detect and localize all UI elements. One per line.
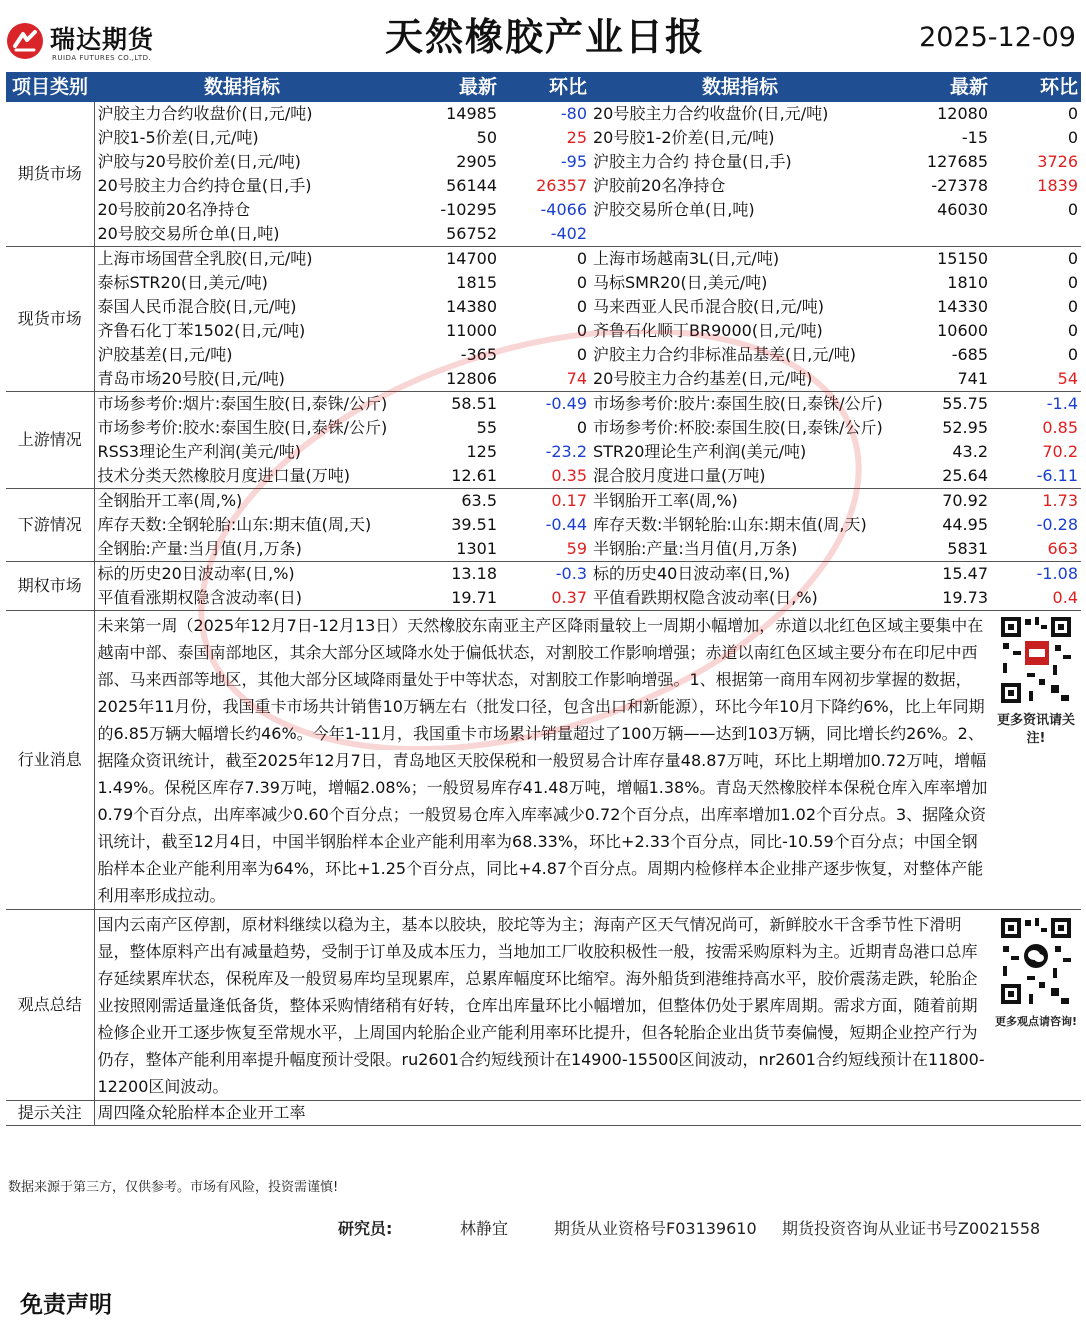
change-value-left: 0 bbox=[576, 297, 587, 316]
table-row bbox=[6, 271, 1081, 295]
change-value-right: 0 bbox=[1067, 104, 1078, 123]
latest-value-right: 5831 bbox=[890, 537, 991, 562]
qr-code-icon bbox=[999, 916, 1073, 1006]
data-table bbox=[6, 72, 1081, 1126]
indicator-name-left: 全钢胎开工率(周,%) bbox=[97, 491, 243, 510]
latest-value-left: 14700 bbox=[446, 249, 497, 268]
indicator-name-left: 全钢胎:产量:当月值(月,万条) bbox=[94, 537, 390, 562]
indicator-name-right: 沪胶交易所仓单(日,吨) bbox=[593, 200, 755, 219]
summary-section bbox=[6, 910, 1081, 1101]
latest-value-left: 39.51 bbox=[451, 515, 497, 534]
indicator-name-right: 市场参考价:杯胶:泰国生胶(日,泰铢/公斤) bbox=[593, 418, 883, 437]
change-value-right: 0 bbox=[1067, 321, 1078, 340]
table-row bbox=[6, 416, 1081, 440]
latest-value-left: -10295 bbox=[440, 200, 497, 219]
change-value-left: 0 bbox=[576, 273, 587, 292]
table-row bbox=[6, 247, 1081, 272]
qr-caption: 更多观点请咨询! bbox=[994, 1015, 1078, 1028]
license-consulting: 期货投资咨询从业证书号Z0021558 bbox=[782, 1219, 1041, 1238]
latest-value-right: 14330 bbox=[937, 297, 988, 316]
indicator-name-right: STR20理论生产利润(美元/吨) bbox=[593, 442, 807, 461]
researcher-label: 研究员: bbox=[338, 1219, 393, 1238]
col-indicator-left: 数据指标 bbox=[94, 72, 390, 102]
latest-value-left: 63.5 bbox=[461, 491, 497, 510]
category-label: 下游情况 bbox=[6, 489, 94, 562]
table-row bbox=[6, 464, 1081, 489]
summary-qr bbox=[991, 910, 1081, 1101]
change-value-right: 0 bbox=[1067, 273, 1078, 292]
change-value-right: -0.28 bbox=[1036, 515, 1078, 534]
change-value-left: -23.2 bbox=[545, 442, 587, 461]
latest-value-right: 741 bbox=[890, 367, 991, 392]
license-futures: 期货从业资格号F03139610 bbox=[554, 1219, 757, 1238]
table-row bbox=[6, 102, 1081, 126]
change-value-left: 0 bbox=[576, 418, 587, 437]
indicator-name-left: 上海市场国营全乳胶(日,元/吨) bbox=[97, 249, 313, 268]
latest-value-left: 12.61 bbox=[390, 464, 500, 489]
hint-text: 周四隆众轮胎样本企业开工率 bbox=[94, 1101, 1081, 1126]
change-value-left: 0.35 bbox=[500, 464, 590, 489]
indicator-name-right: 马来西亚人民币混合胶(日,元/吨) bbox=[593, 297, 824, 316]
table-row bbox=[6, 537, 1081, 562]
category-label: 期权市场 bbox=[6, 562, 94, 611]
change-value-left: 25 bbox=[566, 128, 587, 147]
indicator-name-left: 20号胶主力合约持仓量(日,手) bbox=[97, 176, 312, 195]
latest-value-left: 14985 bbox=[446, 104, 497, 123]
latest-value-right: 15150 bbox=[937, 249, 988, 268]
indicator-name-left: 标的历史20日波动率(日,%) bbox=[97, 564, 295, 583]
latest-value-right bbox=[890, 222, 991, 247]
latest-value-left: -365 bbox=[460, 345, 497, 364]
logo-text-cn: 瑞达期货 bbox=[50, 25, 155, 54]
indicator-name-right: 沪胶主力合约 持仓量(日,手) bbox=[593, 152, 792, 171]
table-row bbox=[6, 513, 1081, 537]
latest-value-right: 127685 bbox=[926, 152, 988, 171]
change-value-left: -0.3 bbox=[555, 564, 587, 583]
category-label: 上游情况 bbox=[6, 392, 94, 489]
indicator-name-left: 齐鲁石化丁苯1502(日,元/吨) bbox=[97, 321, 306, 340]
change-value-left: 0.17 bbox=[551, 491, 587, 510]
change-value-right: 1.73 bbox=[1042, 491, 1078, 510]
latest-value-left: 56752 bbox=[390, 222, 500, 247]
hint-section bbox=[6, 1101, 1081, 1126]
category-label: 观点总结 bbox=[6, 910, 94, 1101]
table-row bbox=[6, 126, 1081, 150]
change-value-right: 0 bbox=[1067, 249, 1078, 268]
indicator-name-left: 沪胶基差(日,元/吨) bbox=[97, 345, 233, 364]
category-label: 行业消息 bbox=[6, 611, 94, 910]
latest-value-right: 1810 bbox=[947, 273, 988, 292]
data-source-note: 数据来源于第三方，仅供参考。市场有风险，投资需谨慎! bbox=[8, 1180, 339, 1195]
indicator-name-right: 标的历史40日波动率(日,%) bbox=[593, 564, 791, 583]
change-value-left: -95 bbox=[560, 152, 587, 171]
summary-text: 国内云南产区停割，原材料继续以稳为主，基本以胶块，胶坨等为主；海南产区天气情况尚可，新鲜胶水干含季节性下滑明显，整体原料产出有减量趋势，受制于订单及成本压力，当地加工厂收胶积极性一般，按需采购原料为主。近期青岛港口总库存延续累库状态，保税库及一般贸易库均呈现累库，总累库幅度环比缩窄。海外船货到港维持高水平，胶价震荡走跌，轮胎企业按照刚需适量逢低备货，整体采购情绪稍有好转，仓库出库量环比小幅增加，但整体仍处于累库周期。需求方面，随着前期检修企业开工逐步恢复至常规水平，上周国内轮胎企业产能利用率环比提升，但各轮胎企业出货节奏偏慢，短期企业控产行为仍存，整体产能利用率提升幅度预计受限。ru2601合约短线预计在14900-15500区间波动，nr2601合约短线预计在11800-12200区间波动。 bbox=[94, 910, 991, 1101]
latest-value-right: 44.95 bbox=[942, 515, 988, 534]
indicator-name-left: 平值看涨期权隐含波动率(日) bbox=[94, 586, 390, 611]
col-change-left: 环比 bbox=[500, 72, 590, 102]
latest-value-right: 10600 bbox=[937, 321, 988, 340]
indicator-name-right: 平值看跌期权隐含波动率(日,%) bbox=[590, 586, 890, 611]
latest-value-left: 1815 bbox=[456, 273, 497, 292]
change-value-left: 0.37 bbox=[500, 586, 590, 611]
change-value-right: 3726 bbox=[1037, 152, 1078, 171]
change-value-left: 26357 bbox=[536, 176, 587, 195]
change-value-right: -6.11 bbox=[991, 464, 1081, 489]
indicator-name-left: 市场参考价:烟片:泰国生胶(日,泰铢/公斤) bbox=[97, 394, 388, 413]
latest-value-right: -685 bbox=[951, 345, 988, 364]
change-value-right: 0.4 bbox=[991, 586, 1081, 611]
indicator-name-right: 上海市场越南3L(日,元/吨) bbox=[593, 249, 780, 268]
table-row bbox=[6, 392, 1081, 417]
table-row bbox=[6, 319, 1081, 343]
col-latest-right: 最新 bbox=[890, 72, 991, 102]
change-value-right: 54 bbox=[991, 367, 1081, 392]
change-value-left: -0.44 bbox=[545, 515, 587, 534]
latest-value-left: 13.18 bbox=[451, 564, 497, 583]
indicator-name-right: 20号胶1-2价差(日,元/吨) bbox=[593, 128, 775, 147]
news-row bbox=[6, 611, 1081, 910]
table-row bbox=[6, 198, 1081, 222]
latest-value-left: 50 bbox=[476, 128, 497, 147]
indicator-name-left: 库存天数:全钢轮胎:山东:期末值(周,天) bbox=[97, 515, 372, 534]
indicator-name-left: 沪胶1-5价差(日,元/吨) bbox=[97, 128, 259, 147]
indicator-name-right: 市场参考价:胶片:泰国生胶(日,泰铢/公斤) bbox=[593, 394, 883, 413]
indicator-name-left: 沪胶主力合约收盘价(日,元/吨) bbox=[97, 104, 313, 123]
futures-section bbox=[6, 102, 1081, 247]
indicator-name-right: 库存天数:半钢轮胎:山东:期末值(周,天) bbox=[593, 515, 867, 534]
latest-value-left: 2905 bbox=[456, 152, 497, 171]
latest-value-left: 19.71 bbox=[390, 586, 500, 611]
table-row bbox=[6, 440, 1081, 464]
category-label: 提示关注 bbox=[6, 1101, 94, 1126]
change-value-left: 0 bbox=[576, 321, 587, 340]
latest-value-left: 1301 bbox=[390, 537, 500, 562]
latest-value-left: 58.51 bbox=[451, 394, 497, 413]
ruida-logo-icon bbox=[6, 22, 44, 60]
report-header bbox=[0, 0, 1086, 70]
latest-value-right: 46030 bbox=[937, 200, 988, 219]
indicator-name-right: 半钢胎:产量:当月值(月,万条) bbox=[590, 537, 890, 562]
latest-value-left: 14380 bbox=[446, 297, 497, 316]
upstream-section bbox=[6, 392, 1081, 489]
change-value-right: 0 bbox=[1067, 297, 1078, 316]
latest-value-right: 52.95 bbox=[942, 418, 988, 437]
table-row bbox=[6, 562, 1081, 587]
summary-row bbox=[6, 910, 1081, 1101]
latest-value-right: 25.64 bbox=[890, 464, 991, 489]
change-value-right bbox=[991, 222, 1081, 247]
change-value-right: 1839 bbox=[1037, 176, 1078, 195]
company-logo bbox=[6, 16, 186, 66]
indicator-name-right bbox=[590, 222, 890, 247]
news-text: 未来第一周（2025年12月7日-12月13日）天然橡胶东南亚主产区降雨量较上一周期小幅增加，赤道以北红色区域主要集中在越南中部、泰国南部地区，其余大部分区域降水处于偏低状态，对割胶工作影响增强；赤道以南红色区域主要分布在印尼中西部、马来西部等地区，其他大部分区域降雨量处于中等状态，对割胶工作影响增强。1、根据第一商用车网初步掌握的数据，2025年11月份，我国重卡市场共计销售10万辆左右（批发口径，包含出口和新能源），环比今年10月下降约6%，比上年同期的6.85万辆大幅增长约46%。今年1-11月，我国重卡市场累计销量超过了100万辆——达到103万辆，同比增长约26%。2、据隆众资讯统计，截至2025年12月7日，青岛地区天胶保税和一般贸易合计库存量48.87万吨，环比上期增加0.72万吨，增幅1.49%。保税区库存7.39万吨，增幅2.08%；一般贸易库存41.48万吨，增幅1.38%。青岛天然橡胶样本保税仓库入库率增加0.79个百分点，出库率减少0.60个百分点；一般贸易仓库入库率减少0.72个百分点，出库率增加1.02个百分点。3、据隆众资讯统计，截至12月4日，中国半钢胎样本企业产能利用率为68.33%，环比+2.33个百分点，同比-10.59个百分点；中国全钢胎样本企业产能利用率为64%，环比+1.25个百分点，同比+4.87个百分点。周期内检修样本企业排产逐步恢复，对整体产能利用率形成拉动。 bbox=[94, 611, 991, 910]
logo-text-en: RUIDA FUTURES CO.,LTD. bbox=[52, 54, 152, 62]
col-category: 项目类别 bbox=[6, 72, 94, 102]
latest-value-right: -15 bbox=[961, 128, 988, 147]
indicator-name-left: 市场参考价:胶水:泰国生胶(日,泰铢/公斤) bbox=[97, 418, 388, 437]
category-label: 期货市场 bbox=[6, 102, 94, 247]
latest-value-left: 55 bbox=[476, 418, 497, 437]
indicator-name-left: 泰国人民币混合胶(日,元/吨) bbox=[97, 297, 297, 316]
indicator-name-left: 20号胶前20名净持仓 bbox=[97, 200, 251, 219]
indicator-name-right: 沪胶前20名净持仓 bbox=[593, 176, 726, 195]
change-value-right: 70.2 bbox=[1042, 442, 1078, 461]
change-value-left: 59 bbox=[500, 537, 590, 562]
col-indicator-right: 数据指标 bbox=[590, 72, 890, 102]
col-latest-left: 最新 bbox=[390, 72, 500, 102]
report-date: 2025-12-09 bbox=[919, 22, 1076, 53]
category-label: 现货市场 bbox=[6, 247, 94, 392]
indicator-name-right: 马标SMR20(日,美元/吨) bbox=[593, 273, 768, 292]
change-value-left: -80 bbox=[560, 104, 587, 123]
options-section bbox=[6, 562, 1081, 611]
researcher-name: 林静宜 bbox=[460, 1219, 509, 1238]
change-value-right: 0 bbox=[1067, 200, 1078, 219]
qr-caption: 更多资讯请关注! bbox=[996, 713, 1075, 746]
table-row bbox=[6, 222, 1081, 247]
indicator-name-right: 半钢胎开工率(周,%) bbox=[593, 491, 738, 510]
change-value-left: -4066 bbox=[540, 200, 587, 219]
table-row bbox=[6, 150, 1081, 174]
change-value-left: 0 bbox=[576, 249, 587, 268]
spot-section bbox=[6, 247, 1081, 392]
indicator-name-right: 沪胶主力合约非标准品基差(日,元/吨) bbox=[593, 345, 856, 364]
change-value-right: 0 bbox=[1067, 128, 1078, 147]
col-change-right: 环比 bbox=[991, 72, 1081, 102]
report-title: 天然橡胶产业日报 bbox=[384, 15, 705, 59]
indicator-name-right: 20号胶主力合约收盘价(日,元/吨) bbox=[593, 104, 829, 123]
latest-value-right: 15.47 bbox=[942, 564, 988, 583]
indicator-name-left: 沪胶与20号胶价差(日,元/吨) bbox=[97, 152, 301, 171]
downstream-section bbox=[6, 489, 1081, 562]
indicator-name-left: 技术分类天然橡胶月度进口量(万吨) bbox=[94, 464, 390, 489]
change-value-right: -1.08 bbox=[1036, 564, 1078, 583]
change-value-right: 0.85 bbox=[1042, 418, 1078, 437]
change-value-left: 0 bbox=[576, 345, 587, 364]
hint-row bbox=[6, 1101, 1081, 1126]
indicator-name-left: 泰标STR20(日,美元/吨) bbox=[97, 273, 268, 292]
latest-value-right: 19.73 bbox=[890, 586, 991, 611]
change-value-right: -1.4 bbox=[1046, 394, 1078, 413]
indicator-name-left: 青岛市场20号胶(日,元/吨) bbox=[94, 367, 390, 392]
table-row bbox=[6, 367, 1081, 392]
news-section bbox=[6, 611, 1081, 910]
change-value-left: 74 bbox=[500, 367, 590, 392]
change-value-right: 0 bbox=[1067, 345, 1078, 364]
latest-value-left: 12806 bbox=[390, 367, 500, 392]
table-row bbox=[6, 343, 1081, 367]
change-value-left: -402 bbox=[500, 222, 590, 247]
latest-value-right: 12080 bbox=[937, 104, 988, 123]
news-qr bbox=[991, 611, 1081, 910]
change-value-left: -0.49 bbox=[545, 394, 587, 413]
latest-value-right: 70.92 bbox=[942, 491, 988, 510]
table-row bbox=[6, 586, 1081, 611]
qr-code-icon bbox=[999, 615, 1073, 705]
latest-value-right: 43.2 bbox=[952, 442, 988, 461]
latest-value-right: -27378 bbox=[931, 176, 988, 195]
indicator-name-left: RSS3理论生产利润(美元/吨) bbox=[97, 442, 301, 461]
latest-value-right: 55.75 bbox=[942, 394, 988, 413]
latest-value-left: 11000 bbox=[446, 321, 497, 340]
indicator-name-left: 20号胶交易所仓单(日,吨) bbox=[94, 222, 390, 247]
latest-value-left: 125 bbox=[466, 442, 497, 461]
table-row bbox=[6, 174, 1081, 198]
change-value-right: 663 bbox=[991, 537, 1081, 562]
disclaimer-heading: 免责声明 bbox=[20, 1292, 112, 1318]
table-header-row bbox=[6, 72, 1081, 102]
indicator-name-right: 齐鲁石化顺丁BR9000(日,元/吨) bbox=[593, 321, 823, 340]
latest-value-left: 56144 bbox=[446, 176, 497, 195]
table-row bbox=[6, 295, 1081, 319]
indicator-name-right: 20号胶主力合约基差(日,元/吨) bbox=[590, 367, 890, 392]
indicator-name-right: 混合胶月度进口量(万吨) bbox=[590, 464, 890, 489]
table-row bbox=[6, 489, 1081, 514]
